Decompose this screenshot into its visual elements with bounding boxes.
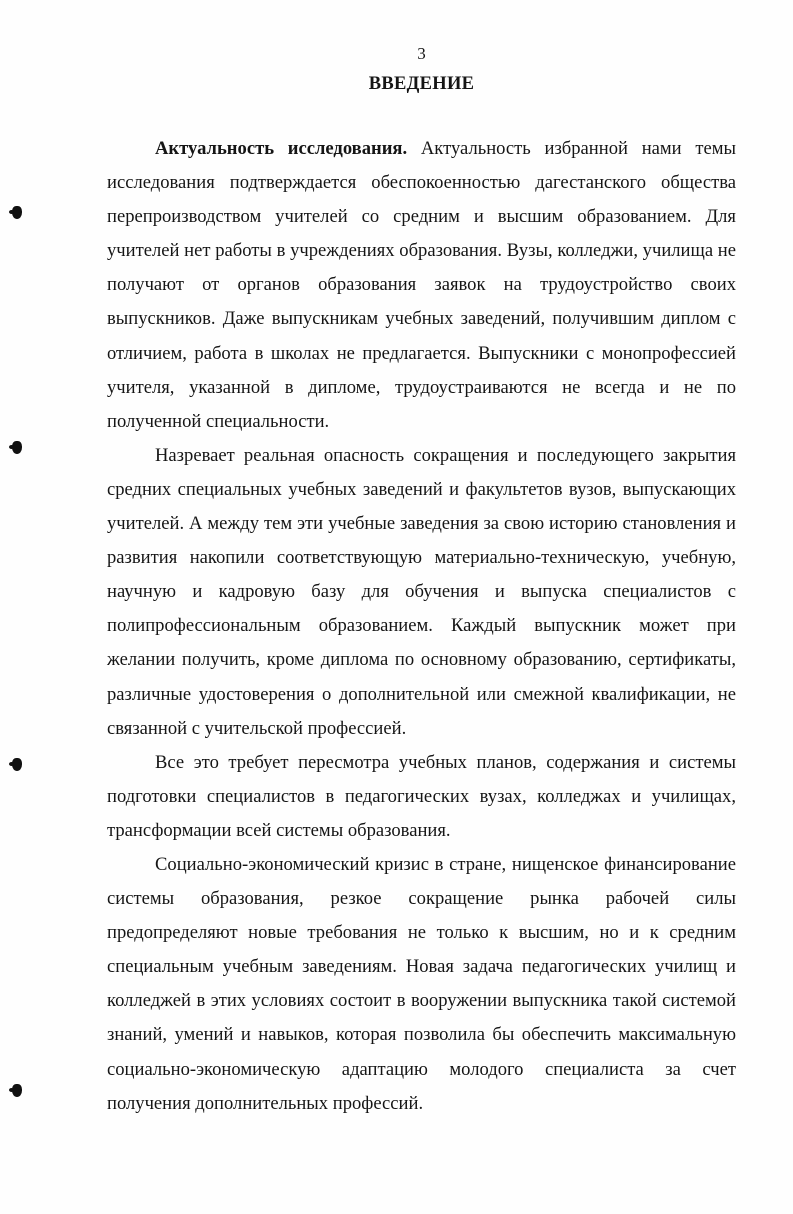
section-heading: ВВЕДЕНИЕ (368, 74, 475, 94)
paragraph-crisis (107, 848, 736, 1121)
paragraph-text: Актуальность избранной нами темы исследования подтверждается обеспокоенностью дагестанского общества перепроизводством учителей со средним и высшим образованием. Для учителей нет работы в учреждениях образования. Вузы, колледжи, училища не получают от органов образования заявок на трудоустройство своих выпускников. Даже выпускникам учебных заведений, получившим диплом с отличием, работа в школах не предлагается. Выпускники с монопрофессией учителя, указанной в дипломе, трудоустраиваются не всегда и не по полученной специальности. (107, 138, 736, 432)
binding-hole-mark (12, 206, 22, 219)
binding-hole-mark (12, 441, 22, 454)
body-text (107, 132, 736, 1121)
paragraph-text: Социально-экономический кризис в стране, нищенское финансирование системы образования, резкое сокращение рынка рабочей силы предопределяют новые требования не только к высшим, но и к средним специальным учебным заведениям. Новая задача педагогических училищ и колледжей в этих условиях состоит в вооружении выпускника такой системой знаний, умений и навыков, которая позволила бы обеспечить максимальную социально-экономическую адаптацию молодого специалиста за счет получения дополнительных профессий. (107, 853, 736, 1114)
paragraph-relevance (107, 132, 736, 439)
paragraph-revision (107, 746, 736, 848)
page-number: 3 (417, 44, 426, 63)
paragraph-text: Назревает реальная опасность сокращения и последующего закрытия средних специальных учебных заведений и факультетов вузов, выпускающих учителей. А между тем эти учебные заведения за свою историю становления и развития накопили соответствующую материально-техническую, учебную, научную и кадровую базу для обучения и выпуска специалистов с полипрофессиональным образованием. Каждый выпускник может при желании получить, кроме диплома по основному образованию, сертификаты, различные удостоверения о дополнительной или смежной квалификации, не связанной с учительской профессией. (107, 444, 736, 739)
paragraph-danger (107, 439, 736, 746)
binding-hole-mark (12, 1084, 22, 1097)
paragraph-text: Все это требует пересмотра учебных планов, содержания и системы подготовки специалистов в педагогических вузах, колледжах и училищах, трансформации всей системы образования. (107, 751, 736, 841)
binding-hole-mark (12, 758, 22, 771)
paragraph-lead: Актуальность исследования. (155, 138, 408, 159)
